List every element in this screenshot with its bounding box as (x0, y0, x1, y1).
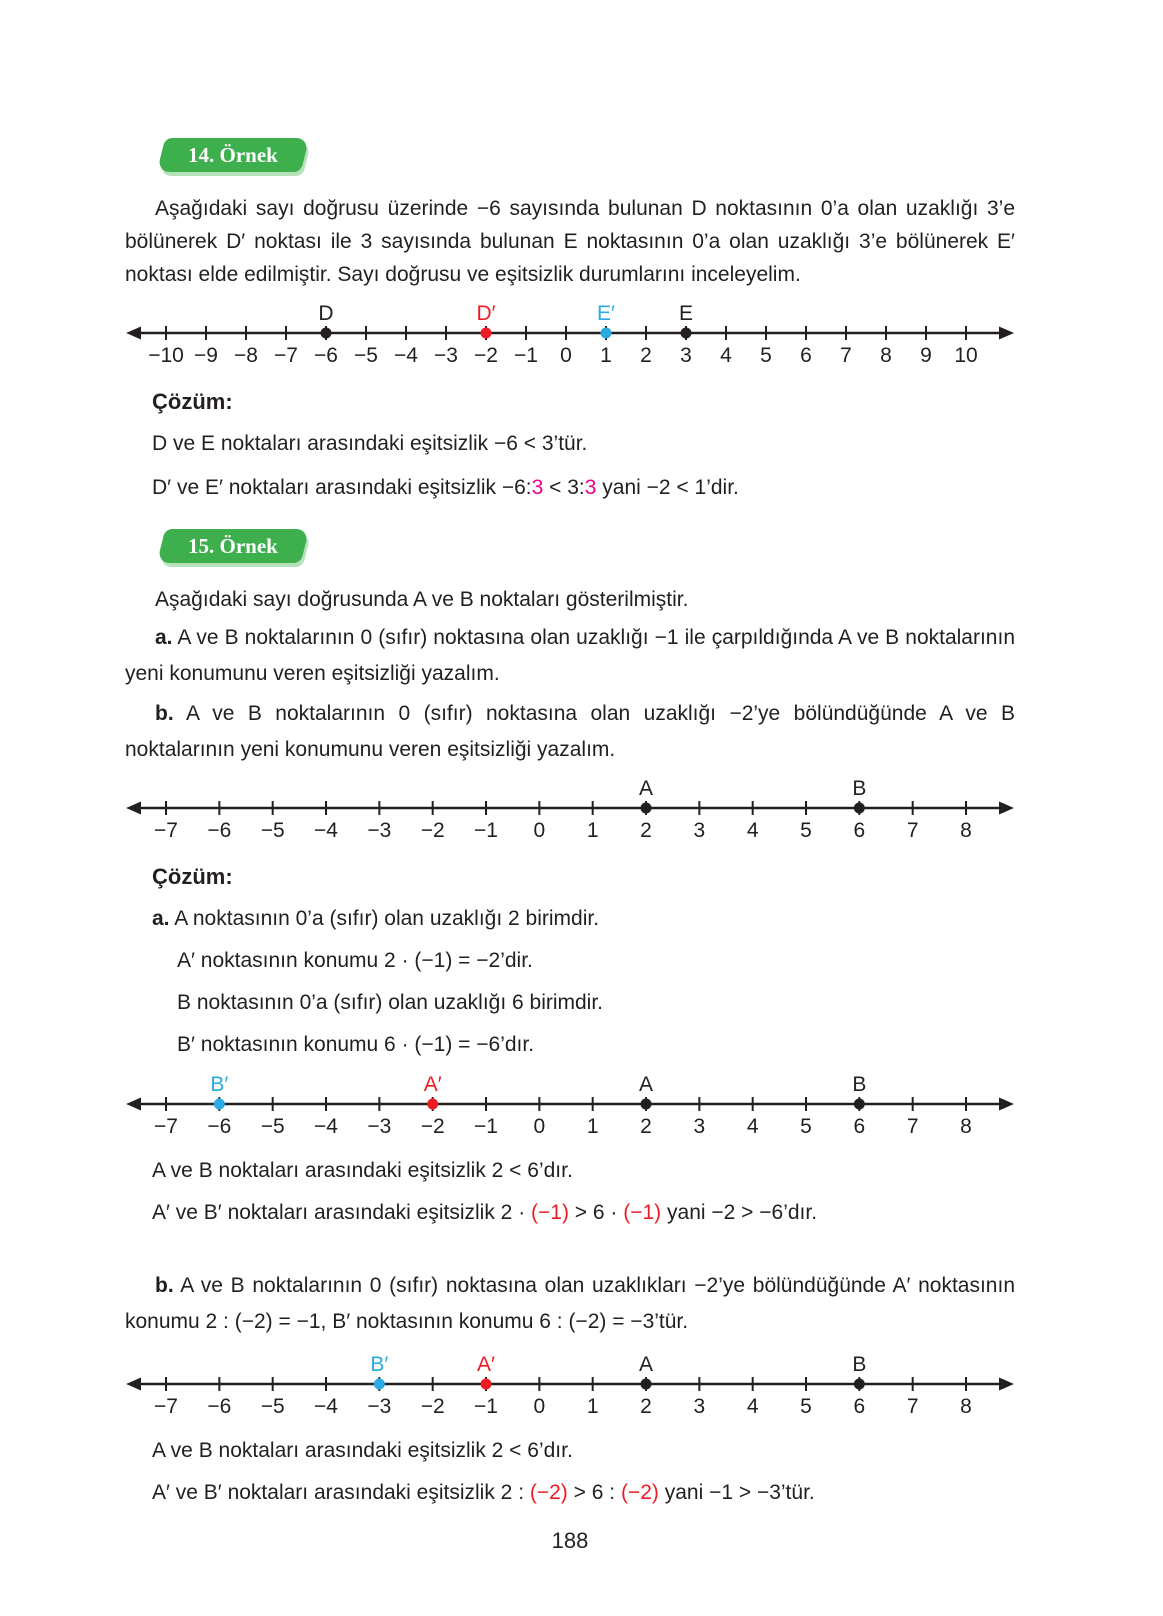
tick-label: −1 (474, 1395, 498, 1418)
right-arrow-icon (999, 327, 1014, 340)
text-segment: A noktasının 0’a (sıfır) olan uzaklığı 2 birimdir. (169, 907, 600, 930)
tick-label: −4 (394, 344, 418, 367)
tick-label: 2 (640, 1115, 652, 1138)
tick-label: 8 (960, 819, 972, 842)
text-segment: A′ ve B′ noktaları arasındaki eşitsizlik 2 : (152, 1481, 530, 1504)
point-A′ (481, 1379, 492, 1390)
point-label-E′: E′ (597, 302, 615, 325)
tick-label: 5 (800, 1395, 812, 1418)
text-segment: yani −1 > −3’tür. (658, 1481, 815, 1504)
point-A′ (427, 1099, 438, 1110)
solution-15b-paragraph (125, 1268, 1015, 1340)
text-segment: A ve B noktalarının 0 (sıfır) noktasına olan uzaklıkları −2’ye bölündüğünde A′ noktasının konumu 2 : (−2) = −1, B′ noktasının konumu 6 : (−2) = −3’tür. (125, 1274, 1015, 1333)
tick-label: 8 (960, 1395, 972, 1418)
right-arrow-icon (999, 1098, 1014, 1111)
point-label-B: B (852, 1353, 867, 1376)
point-label-E: E (678, 302, 694, 325)
point-label-A′: A′ (477, 1353, 495, 1376)
tick-label: 6 (853, 819, 866, 842)
example-15-item-a (125, 620, 1015, 692)
tick-label: −2 (420, 1115, 445, 1138)
tick-label: 4 (746, 1395, 759, 1418)
tick-label: 3 (693, 1115, 706, 1138)
solution-heading-15: Çözüm: (152, 864, 233, 889)
point-E′ (601, 328, 612, 339)
text-segment: A′ ve B′ noktaları arasındaki eşitsizlik 2 · (152, 1201, 532, 1224)
solution-15a-line-2: A′ noktasının konumu 2 · (−1) = −2’dir. (177, 949, 533, 972)
tick-label: 2 (640, 344, 652, 367)
text-segment: D′ ve E′ noktaları arasındaki eşitsizlik −6: (152, 476, 532, 499)
solution-15b-compare-2 (152, 1478, 1015, 1508)
point-label-B: B (852, 1073, 867, 1096)
tick-label: 1 (586, 1395, 599, 1418)
point-A (641, 1379, 652, 1390)
tick-label: 2 (640, 1395, 652, 1418)
point-label-A: A (638, 1353, 654, 1376)
tick-label: −7 (154, 1115, 178, 1138)
solution-15a-line-3: B noktasının 0’a (sıfır) olan uzaklığı 6 birimdir. (177, 991, 604, 1014)
tick-label: 1 (586, 819, 599, 842)
example-15-badge-label: 15. Örnek (188, 534, 278, 558)
point-D (321, 328, 332, 339)
tick-label: −6 (207, 819, 232, 842)
tick-label: 4 (746, 819, 759, 842)
tick-label: 3 (693, 1395, 706, 1418)
tick-label: 6 (800, 344, 812, 367)
tick-label: −1 (474, 819, 498, 842)
tick-label: 7 (906, 819, 919, 842)
tick-label: 7 (906, 1395, 919, 1418)
tick-label: −5 (354, 344, 378, 367)
tick-label: −1 (474, 1115, 498, 1138)
text-segment: a. (155, 626, 173, 649)
point-B′ (214, 1099, 225, 1110)
example-15-badge-row (125, 529, 1015, 563)
tick-label: 1 (586, 1115, 599, 1138)
point-E (681, 328, 692, 339)
point-label-A′: A′ (423, 1073, 442, 1096)
text-segment: > 6 · (568, 1201, 624, 1224)
solution-15b-compare-1: A ve B noktaları arasındaki eşitsizlik 2 < 6’dır. (152, 1439, 573, 1462)
tick-label: −3 (367, 1395, 392, 1418)
example-14-intro: Aşağıdaki sayı doğrusu üzerinde −6 sayısında bulunan D noktasının 0’a olan uzaklığı 3’e bölünerek D′ noktası ile 3 sayısında bulunan E noktasının 0’a olan uzaklığı 3’e bölünerek E′ noktası elde edilmiştir. Sayı doğrusu ve eşitsizlik durumlarını inceleyelim. (125, 197, 1015, 286)
tick-label: −2 (474, 344, 498, 367)
left-arrow-icon (126, 1098, 141, 1111)
solution-14-line-1: D ve E noktaları arasındaki eşitsizlik −6 < 3’tür. (152, 432, 588, 455)
number-line-a-b-prime-multiplied (125, 1068, 1015, 1142)
solution-15a-line-4: B′ noktasının konumu 6 · (−1) = −6’dır. (177, 1033, 535, 1056)
tick-label: 10 (954, 344, 978, 367)
tick-label: −10 (148, 344, 184, 367)
tick-label: 6 (853, 1395, 866, 1418)
text-segment: yani −2 > −6’dır. (661, 1201, 818, 1224)
solution-14-line-2 (152, 473, 1015, 503)
tick-label: −4 (314, 819, 338, 842)
example-14-badge-row (125, 138, 1015, 172)
tick-label: −6 (207, 1115, 232, 1138)
text-segment: a. (152, 907, 170, 930)
number-line-svg (125, 1068, 1015, 1142)
tick-label: −7 (154, 819, 178, 842)
text-segment: A ve B noktalarının 0 (sıfır) noktasına olan uzaklığı −1 ile çarpıldığında A ve B noktalarının yeni konumunu veren eşitsizliği yazalım. (125, 626, 1015, 685)
text-segment: (−2) (620, 1481, 659, 1504)
example-14-badge (157, 138, 309, 172)
text-segment: (−1) (623, 1201, 662, 1224)
left-arrow-icon (126, 802, 141, 815)
text-segment: (−2) (529, 1481, 568, 1504)
right-arrow-icon (999, 1378, 1014, 1391)
tick-label: −3 (434, 344, 458, 367)
tick-label: 4 (746, 1115, 759, 1138)
point-B′ (374, 1379, 385, 1390)
tick-label: −2 (420, 819, 445, 842)
number-line-d-e (125, 297, 1015, 371)
point-label-A: A (638, 1073, 654, 1096)
tick-label: −7 (154, 1395, 178, 1418)
point-label-B′: B′ (210, 1073, 229, 1096)
tick-label: 0 (533, 1395, 546, 1418)
text-segment: A ve B noktalarının 0 (sıfır) noktasına olan uzaklığı −2’ye bölündüğünde A ve B noktalarının yeni konumunu veren eşitsizliği yazalım. (125, 702, 1015, 761)
point-A (641, 1099, 652, 1110)
solution-15a-compare-2 (152, 1198, 1015, 1228)
tick-label: −4 (314, 1115, 338, 1138)
point-label-A: A (638, 777, 654, 800)
tick-label: −1 (514, 344, 538, 367)
page-number: 188 (551, 1528, 589, 1553)
example-15-intro: Aşağıdaki sayı doğrusunda A ve B noktaları gösterilmiştir. (155, 588, 689, 611)
tick-label: −9 (194, 344, 218, 367)
tick-label: 5 (800, 1115, 812, 1138)
text-segment: 3 (584, 476, 597, 499)
tick-label: 5 (760, 344, 772, 367)
text-segment: (−1) (531, 1201, 569, 1224)
point-B (854, 1099, 865, 1110)
tick-label: −5 (260, 1395, 285, 1418)
point-B (854, 803, 865, 814)
text-segment: < 3: (543, 476, 585, 499)
text-segment: b. (155, 702, 174, 725)
tick-label: 7 (906, 1115, 919, 1138)
text-segment: yani −2 < 1’dir. (596, 476, 739, 499)
tick-label: 8 (960, 1115, 972, 1138)
point-A (641, 803, 652, 814)
tick-label: 3 (680, 344, 692, 367)
number-line-svg (125, 1348, 1015, 1422)
tick-label: 0 (533, 819, 546, 842)
right-arrow-icon (999, 802, 1014, 815)
point-label-B: B (852, 777, 867, 800)
number-line-a-b (125, 772, 1015, 846)
tick-label: 0 (560, 344, 572, 367)
solution-15a-compare-1: A ve B noktaları arasındaki eşitsizlik 2 < 6’dır. (152, 1159, 573, 1182)
point-B (854, 1379, 865, 1390)
example-15-item-b (125, 696, 1015, 768)
point-label-B′: B′ (370, 1353, 389, 1376)
tick-label: 7 (840, 344, 852, 367)
point-label-D′: D′ (476, 302, 496, 325)
number-line-a-b-prime-divided (125, 1348, 1015, 1422)
tick-label: 6 (853, 1115, 866, 1138)
tick-label: −8 (234, 344, 258, 367)
tick-label: 0 (533, 1115, 546, 1138)
point-D′ (481, 328, 492, 339)
tick-label: 5 (800, 819, 812, 842)
text-segment: b. (155, 1274, 174, 1297)
tick-label: −6 (314, 344, 338, 367)
number-line-svg (125, 297, 1015, 371)
example-14-badge-label: 14. Örnek (188, 143, 278, 167)
tick-label: −2 (420, 1395, 445, 1418)
example-15-badge (157, 529, 309, 563)
tick-label: −4 (314, 1395, 338, 1418)
number-line-svg (125, 772, 1015, 846)
left-arrow-icon (126, 1378, 141, 1391)
point-label-D: D (318, 302, 334, 325)
tick-label: −7 (274, 344, 298, 367)
tick-label: 1 (600, 344, 612, 367)
tick-label: −6 (207, 1395, 232, 1418)
tick-label: −5 (260, 1115, 285, 1138)
solution-heading-14: Çözüm: (152, 389, 233, 414)
tick-label: −3 (367, 819, 392, 842)
tick-label: −3 (367, 1115, 392, 1138)
tick-label: 2 (640, 819, 652, 842)
text-segment: 3 (531, 476, 544, 499)
text-segment: > 6 : (567, 1481, 621, 1504)
tick-label: 8 (880, 344, 892, 367)
tick-label: 4 (720, 344, 732, 367)
tick-label: 9 (920, 344, 932, 367)
tick-label: −5 (260, 819, 285, 842)
tick-label: 3 (693, 819, 706, 842)
solution-15a-line-1 (152, 904, 1015, 934)
left-arrow-icon (126, 327, 141, 340)
